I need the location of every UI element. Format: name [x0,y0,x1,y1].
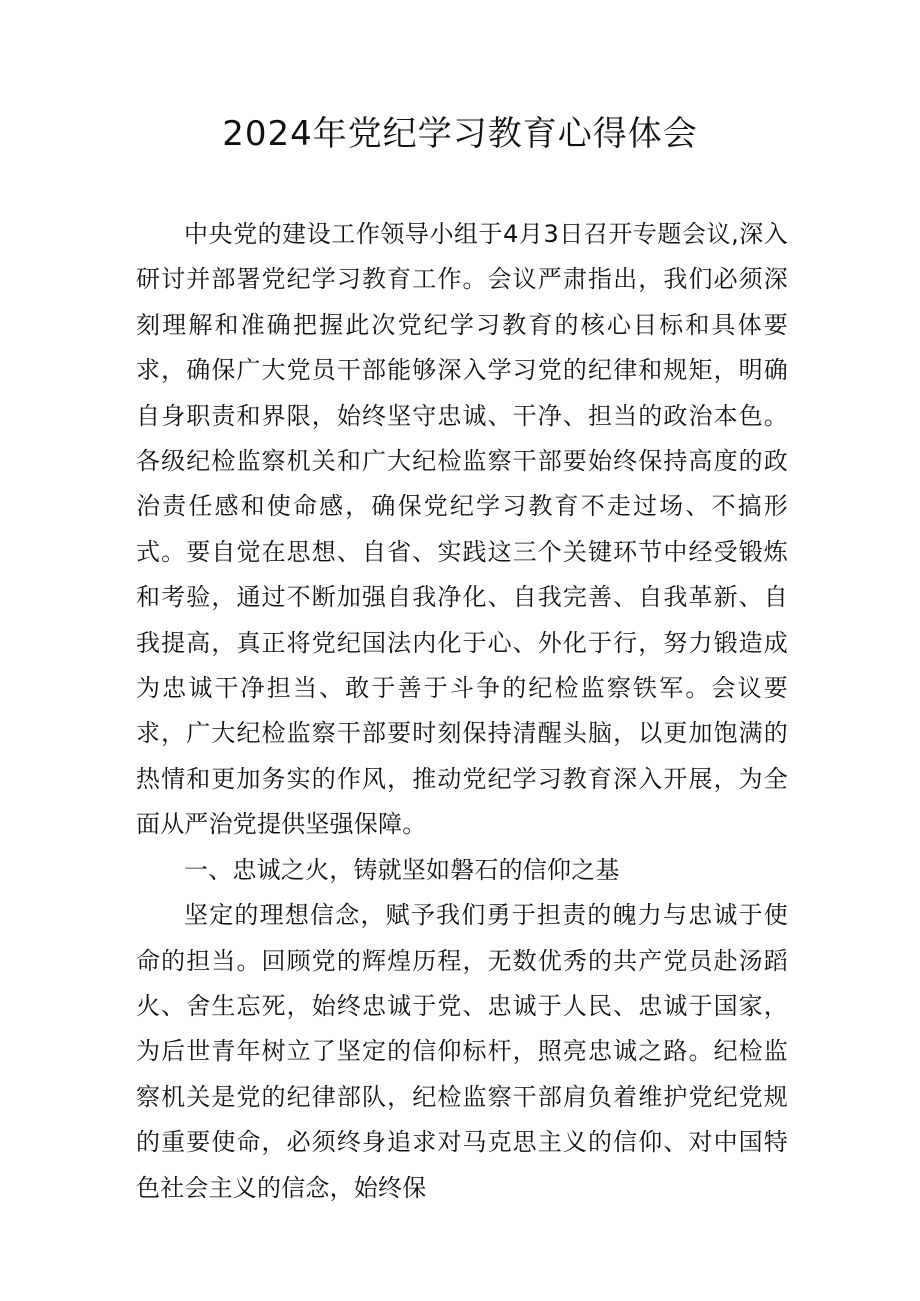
paragraph-intro: 中央党的建设工作领导小组于4月3日召开专题会议,深入研讨并部署党纪学习教育工作。会议严肃指出，我们必须深刻理解和准确把握此次党纪学习教育的核心目标和具体要求，确保广大党员干部能够深入学习党的纪律和规矩，明确自身职责和界限，始终坚守忠诚、干净、担当的政治本色。各级纪检监察机关和广大纪检监察干部要始终保持高度的政治责任感和使命感，确保党纪学习教育不走过场、不搞形式。要自觉在思想、自省、实践这三个关键环节中经受锻炼和考验，通过不断加强自我净化、自我完善、自我革新、自我提高，真正将党纪国法内化于心、外化于行，努力锻造成为忠诚干净担当、敢于善于斗争的纪检监察铁军。会议要求，广大纪检监察干部要时刻保持清醒头脑，以更加饱满的热情和更加务实的作风，推动党纪学习教育深入开展，为全面从严治党提供坚强保障。 [136,220,788,839]
document-body [136,212,788,1211]
paragraph-section-1: 坚定的理想信念，赋予我们勇于担责的魄力与忠诚于使命的担当。回顾党的辉煌历程，无数优秀的共产党员赴汤蹈火、舍生忘死，始终忠诚于党、忠诚于人民、忠诚于国家，为后世青年树立了坚定的信仰标杆，照亮忠诚之路。纪检监察机关是党的纪律部队，纪检监察干部肩负着维护党纪党规的重要使命，必须终身追求对马克思主义的信仰、对中国特色社会主义的信念，始终保 [136,901,788,1202]
section-heading-1: 一、忠诚之火，铸就坚如磐石的信仰之基 [184,855,620,884]
document-title: 2024年党纪学习教育心得体会 [222,114,698,154]
